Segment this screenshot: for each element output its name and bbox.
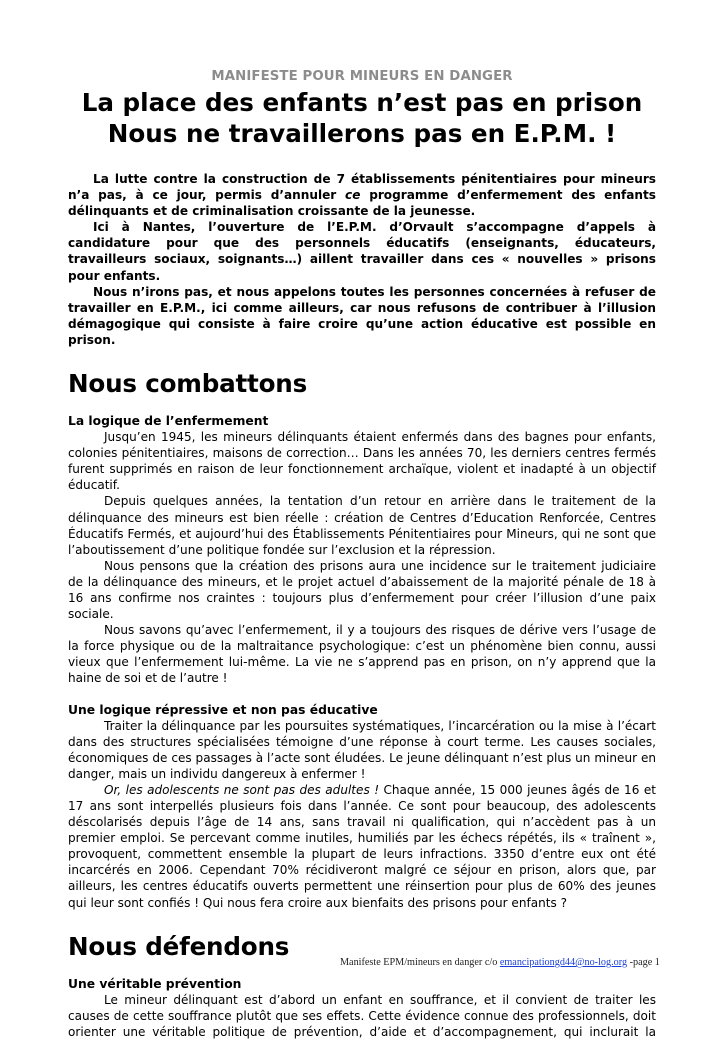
section1-sub1-body [68,429,656,687]
intro-paragraph-3: Nous n’irons pas, et nous appelons toutes les personnes concernées à refuser de travailler en E.P.M., ici comme ailleurs, car nous refusons de contribuer à l’illusion démagogique qui consiste à faire croire qu’une action éducative est possible en prison. [68,284,656,347]
subheading-prevention: Une véritable prévention [68,976,242,991]
body-paragraph: Jusqu’en 1945, les mineurs délinquants étaient enfermés dans des bagnes pour enfants, colonies pénitentiaires, maisons de correction… Dans les années 70, les derniers centres fermés furent supprimés en raison de leur fonctionnement archaïque, violent et inadapté à un objectif éducatif. [68,430,656,493]
body-emphasis: Or, les adolescents ne sont pas des adultes ! [104,782,380,797]
body-text: Chaque année, 15 000 jeunes âgés de 16 et 17 ans sont interpellés plusieurs fois dans l’année. Ce sont pour beaucoup, des adolescents déscolarisés depuis l’âge de 14 ans, sans travail ni qualification, qui n’accèdent pas à un premier emploi. Se percevant comme inutiles, humiliés par les échecs répétés, ils « traînent », provoquent, commettent ensemble la plupart de leurs infractions. 3350 d’entre eux ont été incarcérés en 2006. Cependant 70% récidiveront malgré ce séjour en prison, alors que, par ailleurs, les centres éducatifs ouverts permettent une réinsertion pour plus de 60% des jeunes qui leur sont confiés ! Qui nous fera croire aux bienfaits des prisons pour enfants ? [68,782,656,910]
section2-sub1-body [68,992,656,1040]
body-paragraph: Nous pensons que la création des prisons aura une incidence sur le traitement judiciaire de la délinquance des mineurs, et le projet actuel d’abaissement de la majorité pénale de 18 à 16 ans confirme nos craintes : toujours plus d’enfermement pour créer l’illusion d’une paix sociale. [68,558,656,622]
title-line-2: Nous ne travaillerons pas en E.P.M. ! [107,119,617,148]
body-paragraph [68,782,656,911]
document-title [68,87,656,149]
body-paragraph: Nous savons qu’avec l’enfermement, il y a toujours des risques de dérive vers l’usage de la force physique ou de la maltraitance psychologique: c’est un phénomène bien connu, aussi vieux que l’enfermement lui-même. La vie ne s’apprend pas en prison, on n’y apprend que la haine de soi et de l’autre ! [68,623,656,686]
intro-text: programme d’enfermement des enfants délinquants et de criminalisation croissante de la jeunesse. [68,188,656,219]
subheading-enfermement: La logique de l’enfermement [68,414,269,429]
section-heading-combattons: Nous combattons [68,369,308,399]
body-paragraph: Depuis quelques années, la tentation d’un retour en arrière dans le traitement de la délinquance des mineurs est bien réelle : création de Centres d’Education Renforcée, Centres Éducatifs Fermés, et aujourd’hui des Établissements Pénitentiaires pour Mineurs, qui ne sont que l’aboutissement d’une politique fondée sur l’exclusion et la répression. [68,494,656,557]
footer-prefix: Manifeste EPM/mineurs en danger c/o [340,957,500,968]
title-line-1: La place des enfants n’est pas en prison [81,88,643,117]
document-kicker: MANIFESTE POUR MINEURS EN DANGER [211,69,513,84]
intro-text: La lutte contre la construction de 7 établissements pénitentiaires pour mineurs n’a pas, à ce jour, permis d’annuler [68,172,656,203]
subheading-repressive: Une logique répressive et non pas éducative [68,702,378,717]
footer-page-number: -page 1 [627,957,660,968]
section1-sub2-body [68,718,656,911]
intro-emphasis: ce [345,188,361,203]
footer-email-link[interactable]: emancipationgd44@no-log.org [499,957,628,968]
section-heading-defendons: Nous défendons [68,931,290,961]
body-paragraph: Traiter la délinquance par les poursuites systématiques, l’incarcération ou la mise à l’écart dans des structures spécialisées témoigne d’une réponse à court terme. Les causes sociales, économiques de ces passages à l’acte sont éludées. Le jeune délinquant n’est plus un mineur en danger, mais un individu dangereux à enfermer ! [68,718,656,781]
body-paragraph: Le mineur délinquant est d’abord un enfant en souffrance, et il convient de traiter les causes de cette souffrance plutôt que ses effets. Cette évidence connue des professionnels, doit orienter une véritable politique de prévention, d’aide et d’accompagnement, qui inclurait la [68,992,656,1039]
intro-paragraph-1 [68,171,656,219]
intro-paragraph-2: Ici à Nantes, l’ouverture de l’E.P.M. d’Orvault s’accompagne d’appels à candidature pour que des personnels éducatifs (enseignants, éducateurs, travailleurs sociaux, soignants…) aillent travailler dans ces « nouvelles » prisons pour enfants. [68,220,656,283]
document-page [68,68,656,1040]
page-footer [340,957,658,968]
intro-block [68,171,656,348]
